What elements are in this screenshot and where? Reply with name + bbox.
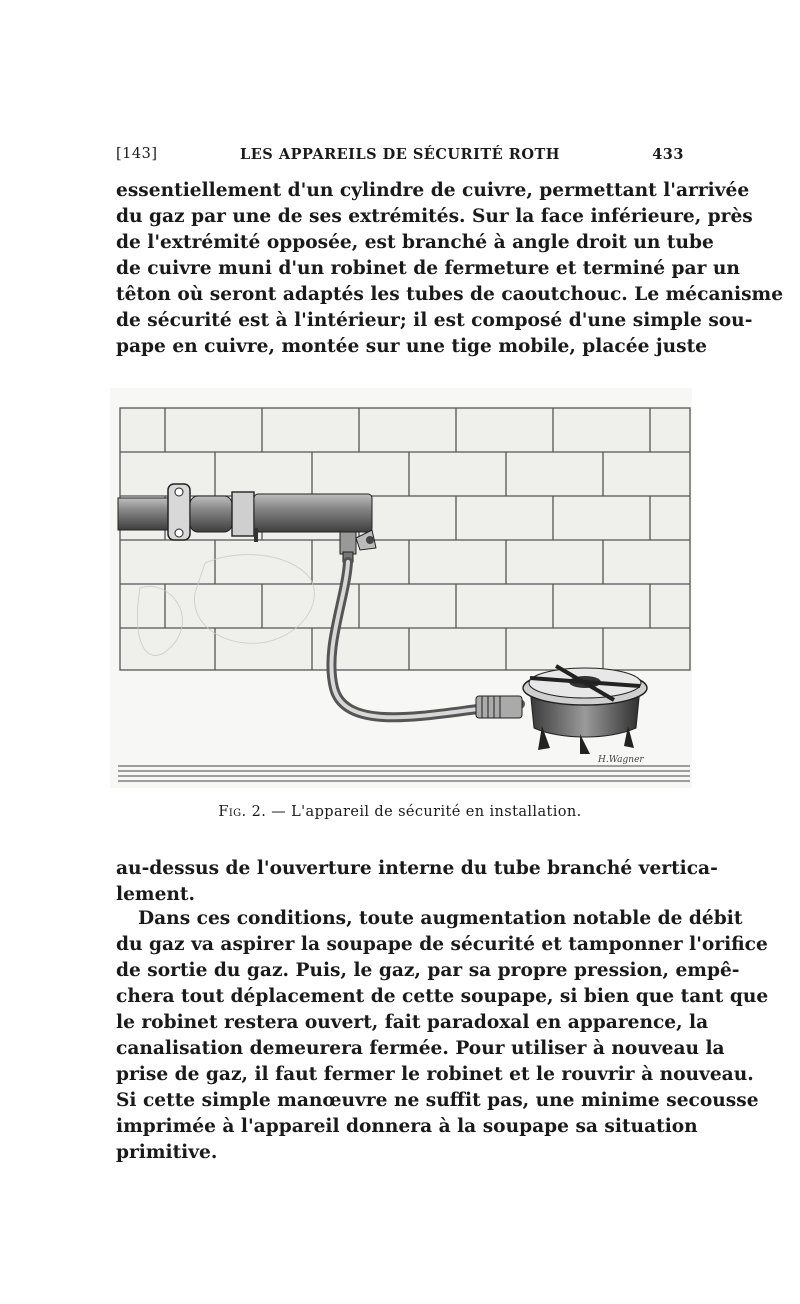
engraver-signature: H.Wagner — [598, 755, 644, 765]
gas-burner — [523, 666, 647, 754]
text-line: du gaz va aspirer la soupape de sécurité et tamponner l'orifice — [116, 934, 768, 955]
text-line: de l'extrémité opposée, est branché à angle droit un tube — [116, 232, 714, 253]
paragraph-1 — [116, 178, 784, 360]
text-line: de sécurité est à l'intérieur; il est composé d'une simple sou- — [116, 310, 753, 331]
running-title: LES APPAREILS DE SÉCURITÉ ROTH — [240, 146, 560, 163]
hose-connector — [476, 696, 522, 718]
text-line: chera tout déplacement de cette soupape, si bien que tant que — [116, 986, 769, 1007]
text-line: canalisation demeurera fermée. Pour utiliser à nouveau la — [116, 1038, 725, 1059]
text-line: essentiellement d'un cylindre de cuivre, permettant l'arrivée — [116, 180, 750, 201]
page-reference: [143] — [116, 146, 158, 162]
figure-illustration — [110, 388, 692, 788]
page-number: 433 — [652, 146, 684, 163]
text-line: de sortie du gaz. Puis, le gaz, par sa propre pression, empê- — [116, 960, 740, 981]
text-line: imprimée à l'appareil donnera à la soupape sa situation — [116, 1116, 698, 1137]
text-line: prise de gaz, il faut fermer le robinet et le rouvrir à nouveau. — [116, 1064, 754, 1085]
text-line: têton où seront adaptés les tubes de caoutchouc. Le mécanisme — [116, 284, 784, 305]
text-line: Dans ces conditions, toute augmentation notable de débit — [138, 908, 743, 929]
figure-caption-text: — L'appareil de sécurité en installation. — [271, 804, 582, 820]
floor — [118, 766, 690, 781]
brick-wall — [120, 408, 690, 670]
text-line: de cuivre muni d'un robinet de fermeture et terminé par un — [116, 258, 740, 279]
text-line: Si cette simple manœuvre ne suffit pas, une minime secousse — [116, 1090, 759, 1111]
text-line: primitive. — [116, 1142, 218, 1163]
running-head — [116, 146, 684, 172]
engraving-safety-device — [110, 388, 692, 788]
text-line: pape en cuivre, montée sur une tige mobile, placée juste — [116, 336, 708, 357]
text-line: au-dessus de l'ouverture interne du tube branché vertica- — [116, 858, 718, 879]
text-line: lement. — [116, 884, 195, 905]
paragraph-2 — [116, 856, 718, 908]
paragraph-3 — [116, 906, 769, 1166]
text-line: du gaz par une de ses extrémités. Sur la face inférieure, près — [116, 206, 753, 227]
text-line: le robinet restera ouvert, fait paradoxal en apparence, la — [116, 1012, 709, 1033]
figure-label: Fig. 2. — [218, 804, 267, 820]
figure-caption — [116, 804, 684, 820]
